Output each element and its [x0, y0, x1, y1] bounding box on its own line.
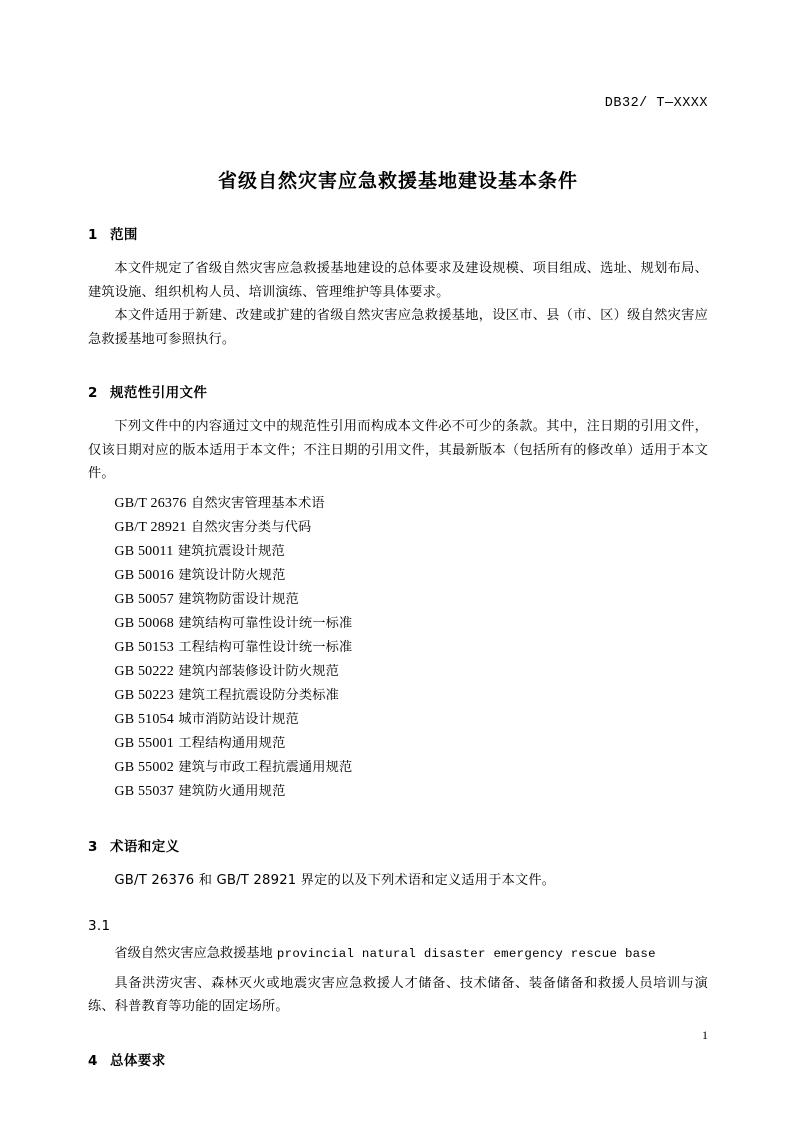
reference-code: GB 50016 — [114, 567, 174, 583]
reference-name: 自然灾害管理基本术语 — [190, 495, 325, 511]
list-item — [88, 756, 708, 780]
list-item — [88, 708, 708, 732]
reference-code: GB 50223 — [114, 688, 174, 704]
paragraph: 下列文件中的内容通过文中的规范性引用而构成本文件必不可少的条款。其中，注日期的引用文件，仅该日期对应的版本适用于本文件；不注日期的引用文件，其最新版本（包括所有的修改单）适用于本文件。 — [88, 419, 708, 481]
paragraph: GB/T 26376 和 GB/T 28921 界定的以及下列术语和定义适用于本文件。 — [114, 872, 556, 888]
section-number-4: 4 — [88, 1052, 98, 1069]
reference-name: 建筑内部装修设计防火规范 — [178, 664, 340, 680]
reference-code: GB/T 26376 — [114, 495, 187, 511]
section-number-2: 2 — [88, 385, 98, 401]
reference-code: GB 55037 — [114, 784, 174, 800]
section-heading-4 — [88, 1049, 708, 1069]
list-item — [88, 660, 708, 684]
term-english: provincial natural disaster emergency rescue base — [276, 947, 656, 962]
section-number-1: 1 — [88, 227, 98, 243]
reference-name: 建筑抗震设计规范 — [177, 543, 285, 559]
reference-name: 建筑结构可靠性设计统一标准 — [178, 615, 353, 631]
paragraph: 本文件适用于新建、改建或扩建的省级自然灾害应急救援基地，设区市、县（市、区）级自然灾害应急救援基地可参照执行。 — [88, 308, 708, 347]
section-title-1: 范围 — [110, 227, 138, 243]
list-item — [88, 540, 708, 564]
reference-code: GB 50057 — [114, 591, 174, 607]
list-item — [88, 732, 708, 756]
term-entry — [88, 942, 708, 966]
reference-name: 自然灾害分类与代码 — [190, 519, 312, 535]
section-title-2: 规范性引用文件 — [110, 385, 208, 401]
list-item — [88, 612, 708, 636]
reference-code: GB 55002 — [114, 760, 174, 776]
section-number-3: 3 — [88, 838, 98, 855]
reference-name: 建筑物防雷设计规范 — [178, 591, 299, 607]
page-content — [88, 0, 708, 1069]
reference-code: GB 50153 — [114, 639, 174, 655]
normative-references-list — [88, 492, 708, 805]
reference-name: 工程结构通用规范 — [178, 736, 286, 752]
section-title-4: 总体要求 — [110, 1052, 166, 1069]
reference-code: GB/T 28921 — [114, 519, 187, 535]
reference-name: 建筑防火通用规范 — [178, 784, 286, 800]
page-number: 1 — [702, 1028, 708, 1042]
subclause-number-3-1: 3.1 — [88, 918, 111, 935]
reference-name: 城市消防站设计规范 — [178, 712, 299, 728]
reference-code: GB 50068 — [114, 615, 174, 631]
list-item — [88, 636, 708, 660]
reference-name: 建筑工程抗震设防分类标准 — [178, 688, 340, 704]
document-title: 省级自然灾害应急救援基地建设基本条件 — [217, 170, 578, 192]
paragraph: 本文件规定了省级自然灾害应急救援基地建设的总体要求及建设规模、项目组成、选址、规划布局、建筑设施、组织机构人员、培训演练、管理维护等具体要求。 — [88, 261, 708, 300]
standard-code-header: DB32/ T—XXXX — [604, 96, 708, 111]
list-item — [88, 780, 708, 804]
section-heading-1 — [88, 223, 708, 243]
reference-code: GB 51054 — [114, 712, 174, 728]
reference-name: 工程结构可靠性设计统一标准 — [178, 639, 353, 655]
list-item — [88, 588, 708, 612]
list-item — [88, 516, 708, 540]
section-title-3: 术语和定义 — [110, 838, 180, 855]
section-2-body — [88, 415, 708, 805]
section-1-body — [88, 257, 708, 351]
term-chinese: 省级自然灾害应急救援基地 — [114, 946, 273, 962]
reference-name: 建筑设计防火规范 — [178, 567, 286, 583]
section-heading-2 — [88, 381, 708, 401]
term-definition: 具备洪涝灾害、森林灭火或地震灾害应急救援人才储备、技术储备、装备储备和救援人员培训与演练、科普教育等功能的固定场所。 — [88, 975, 708, 1015]
list-item — [88, 564, 708, 588]
section-heading-3 — [88, 835, 708, 855]
reference-code: GB 55001 — [114, 736, 174, 752]
section-3-body — [88, 869, 708, 893]
list-item — [88, 492, 708, 516]
reference-code: GB 50222 — [114, 664, 174, 680]
reference-name: 建筑与市政工程抗震通用规范 — [178, 760, 353, 776]
reference-code: GB 50011 — [114, 543, 174, 559]
list-item — [88, 684, 708, 708]
